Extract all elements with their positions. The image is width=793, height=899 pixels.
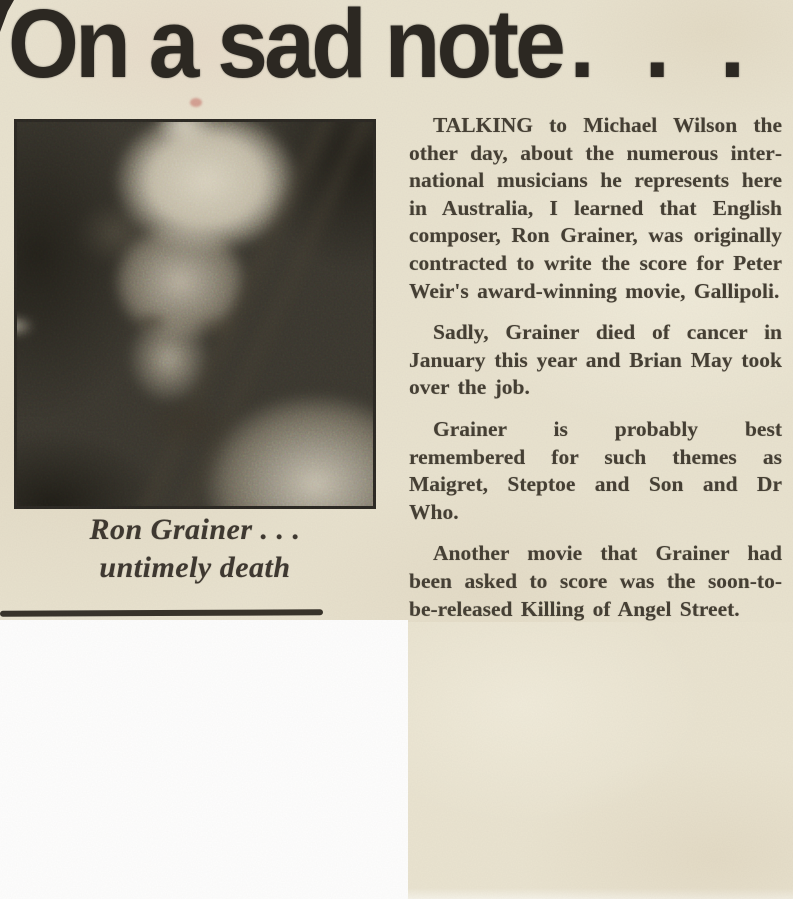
ink-smudge-artifact bbox=[190, 98, 202, 107]
ron-grainer-photo bbox=[14, 119, 376, 509]
article-column bbox=[409, 112, 782, 637]
headline-text: On a sad note bbox=[8, 0, 563, 98]
article-paragraph: Sadly, Grainer died of cancer in January this year and Brian May took over the job. bbox=[409, 320, 782, 400]
headline bbox=[8, 0, 746, 98]
caption-line-1: Ron Grainer . . . bbox=[89, 513, 301, 546]
article-paragraph: Grainer is probably best remembered for such themes as Maigret, Steptoe and Son and Dr Who. bbox=[409, 416, 782, 524]
newsprint-paper-right-column-background bbox=[408, 622, 793, 899]
article-paragraph: Another movie that Grainer had been asked to score was the soon-to-be-released Killing of Angel Street. bbox=[409, 541, 782, 621]
headline-ellipsis: . . . bbox=[569, 0, 746, 98]
photo-frame bbox=[14, 119, 376, 509]
photo-caption bbox=[15, 511, 375, 587]
caption-line-2: untimely death bbox=[99, 551, 291, 584]
scan-white-backing bbox=[0, 620, 408, 899]
article-paragraph: TALKING to Michael Wilson the other day, about the numerous international musicians he represents here in Australia, I learned that English composer, Ron Grainer, was originally contracted to write the score for Peter Weir's award-winning movie, Gallipoli. bbox=[409, 113, 782, 303]
